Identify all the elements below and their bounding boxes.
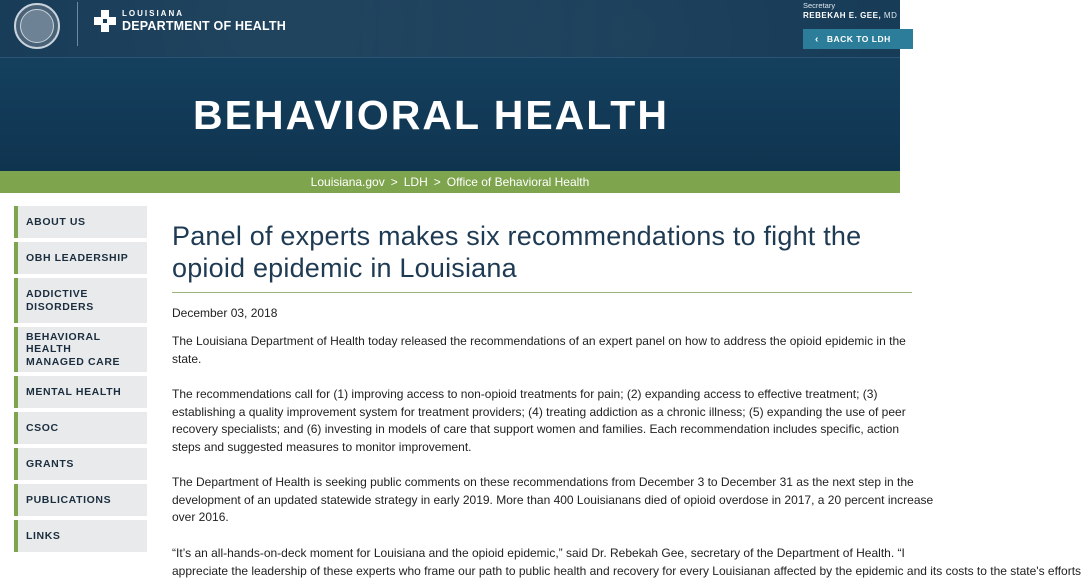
state-seal-icon[interactable]	[14, 3, 60, 49]
sidebar-item-csoc[interactable]	[14, 412, 147, 444]
article-paragraph: The recommendations call for (1) improving access to non-opioid treatments for pain; (2) expanding access to effective treatment; (3) establishing a quality improvement system for treatment providers; (4) treating addiction as a chronic illness; (5) expanding the use of peer recovery specialists; and (6) investing in models of care that support women and families. Each recommendation includes specific, action steps and suggested measures to monitor improvement.	[172, 387, 906, 454]
secretary-suffix: MD	[881, 10, 898, 20]
header-divider	[77, 2, 78, 46]
headline-divider	[172, 292, 912, 293]
headline-line: opioid epidemic in Louisiana	[172, 253, 517, 284]
breadcrumb-louisiana-gov[interactable]: Louisiana.gov	[310, 175, 385, 189]
sidebar-item-label: OBH LEADERSHIP	[26, 251, 129, 264]
sidebar-item-about-us[interactable]	[14, 206, 147, 238]
secretary-name-text: REBEKAH E. GEE,	[803, 10, 882, 20]
sidebar-item-label: LINKS	[26, 529, 61, 542]
hero-banner	[0, 58, 900, 171]
secretary-info	[803, 2, 897, 20]
article-paragraph: The Department of Health is seeking public comments on these recommendations from December 3 to December 31 as the next step in the development of an updated statewide strategy in early 2019. More than 400 Louisianans died of opioid overdose in 2017, a 20 percent increase over 2016.	[172, 475, 934, 524]
back-to-ldh-label: BACK TO LDH	[826, 34, 891, 44]
sidebar-item-links[interactable]	[14, 520, 147, 552]
breadcrumb-obh[interactable]: Office of Behavioral Health	[446, 175, 590, 189]
ldh-cross-icon	[94, 10, 116, 32]
sidebar-item-mental-health[interactable]	[14, 376, 147, 408]
breadcrumb	[0, 171, 900, 193]
sidebar-item-label: MENTAL HEALTH	[26, 385, 122, 398]
sidebar-nav	[14, 206, 147, 556]
article-date: December 03, 2018	[172, 306, 278, 320]
sidebar-item-behavioral-health-managed-care[interactable]	[14, 327, 147, 372]
sidebar-item-label: PUBLICATIONS	[26, 493, 112, 506]
sidebar-item-label: BEHAVIORAL HEALTH MANAGED CARE	[26, 330, 121, 368]
logo-dept-text: DEPARTMENT OF HEALTH	[122, 19, 286, 33]
ldh-logo[interactable]	[94, 10, 286, 33]
sidebar-item-label: GRANTS	[26, 457, 74, 470]
logo-state-text: LOUISIANA	[122, 9, 184, 18]
breadcrumb-separator: >	[390, 175, 398, 189]
article-header	[172, 220, 932, 285]
article-headline	[172, 220, 932, 285]
seal-emblem	[20, 9, 54, 43]
sidebar-item-publications[interactable]	[14, 484, 147, 516]
article-paragraph: “It’s an all-hands-on-deck moment for Louisiana and the opioid epidemic,” said Dr. Rebekah Gee, secretary of the Department of Health. “I appreciate the leadership of these experts who frame our path to public health and recovery for every Louisianan affected by the epidemic and its costs to the state's efforts	[172, 546, 1081, 578]
breadcrumb-separator: >	[433, 175, 441, 189]
secretary-name	[803, 11, 897, 20]
top-bar	[0, 0, 900, 58]
sidebar-item-addictive-disorders[interactable]	[14, 278, 147, 323]
sidebar-item-obh-leadership[interactable]	[14, 242, 147, 274]
page-title: BEHAVIORAL HEALTH	[193, 92, 669, 138]
breadcrumb-ldh[interactable]: LDH	[403, 175, 428, 189]
headline-line: Panel of experts makes six recommendations to fight the	[172, 221, 862, 251]
back-to-ldh-button[interactable]	[803, 29, 913, 49]
article-paragraph: The Louisiana Department of Health today released the recommendations of an expert panel on how to address the opioid epidemic in the state.	[172, 334, 906, 366]
sidebar-item-grants[interactable]	[14, 448, 147, 480]
sidebar-item-label: CSOC	[26, 421, 59, 434]
sidebar-item-label: ABOUT US	[26, 215, 86, 228]
sidebar-item-label: ADDICTIVE DISORDERS	[26, 287, 94, 313]
chevron-left-icon: ‹	[815, 33, 819, 45]
secretary-label: Secretary	[803, 1, 836, 10]
